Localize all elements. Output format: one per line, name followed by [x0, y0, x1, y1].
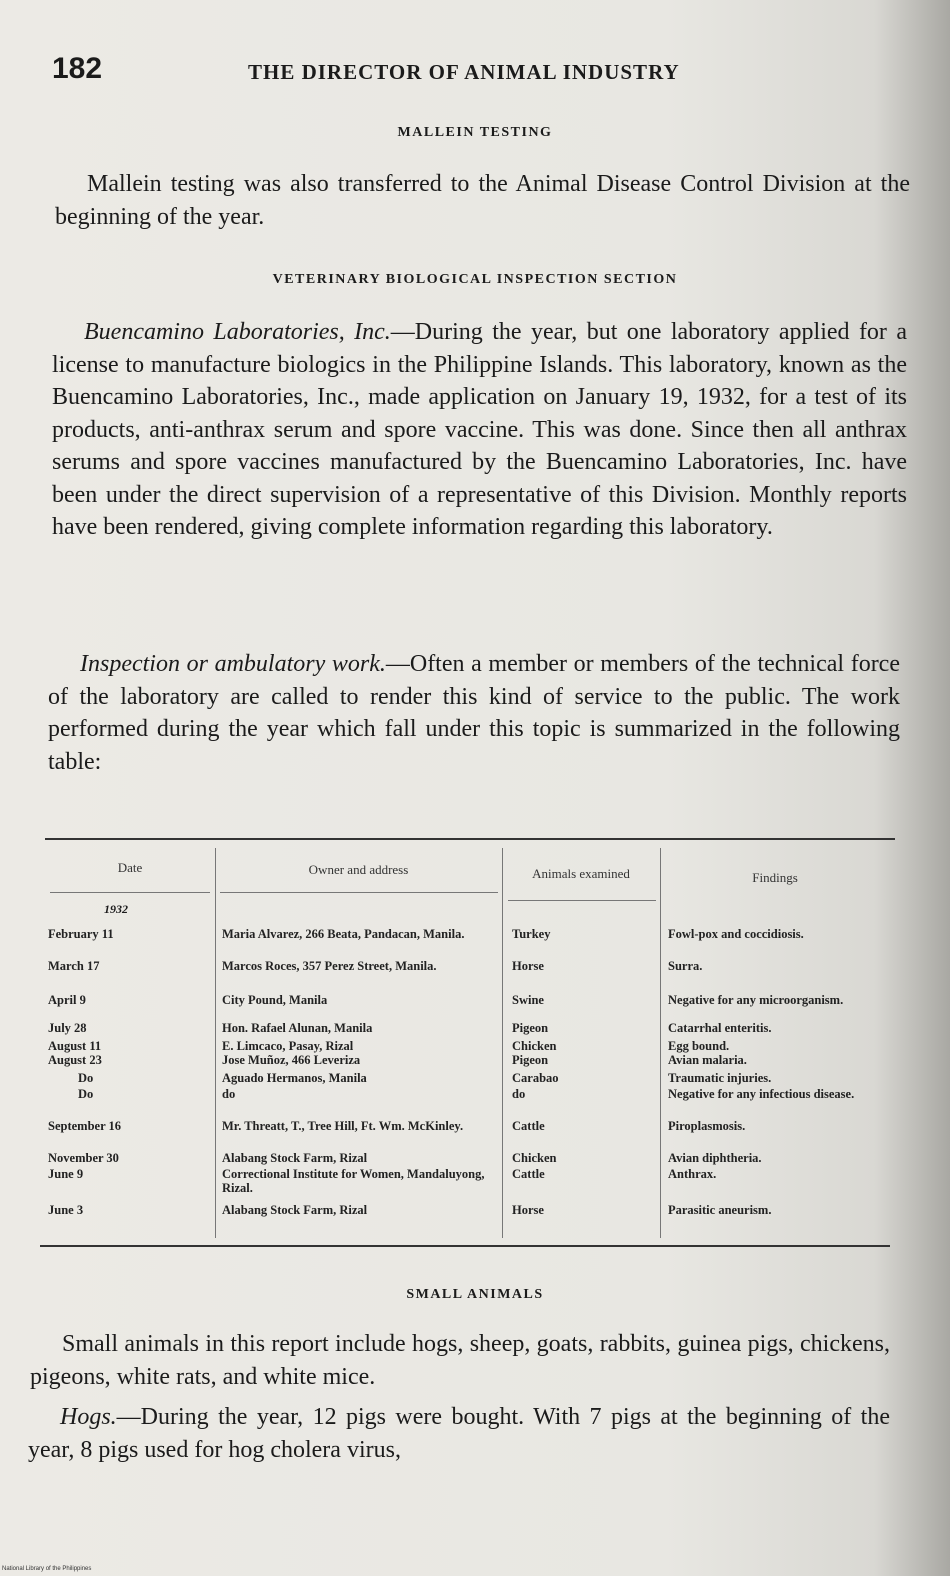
small-animals-paragraph-1: Small animals in this report include hogs, sheep, goats, rabbits, guinea pigs, chickens, pigeons, white rats, and white mice. [30, 1331, 890, 1390]
cell-animal: Chicken [512, 1151, 557, 1165]
cell-animal: Pigeon [512, 1021, 549, 1035]
cell-date: Do [78, 1071, 94, 1085]
cell-owner: Maria Alvarez, 266 Beata, Pandacan, Manila. [222, 927, 465, 941]
cell-date: March 17 [48, 959, 100, 973]
cell-finding: Egg bound. [668, 1039, 730, 1053]
cell-animal: Pigeon [512, 1053, 549, 1067]
cell-owner: Alabang Stock Farm, Rizal [222, 1151, 368, 1165]
cell-animal: Horse [512, 1203, 544, 1217]
table-bottom-rule [40, 1245, 890, 1247]
cell-finding: Parasitic aneurism. [668, 1203, 772, 1217]
cell-owner: Marcos Roces, 357 Perez Street, Manila. [222, 959, 437, 973]
cell-animal: Chicken [512, 1039, 557, 1053]
cell-animal: Cattle [512, 1119, 545, 1133]
cell-owner: City Pound, Manila [222, 993, 328, 1007]
running-head: THE DIRECTOR OF ANIMAL INDUSTRY [248, 60, 680, 84]
cell-animal: Cattle [512, 1167, 545, 1181]
cell-finding: Catarrhal enteritis. [668, 1021, 772, 1035]
small-animals-heading: SMALL ANIMALS [406, 1287, 544, 1302]
cell-owner: Aguado Hermanos, Manila [222, 1071, 367, 1085]
cell-date: August 11 [48, 1039, 102, 1053]
cell-finding: Fowl-pox and coccidiosis. [668, 927, 804, 941]
mallein-heading: MALLEIN TESTING [397, 125, 553, 140]
cell-animal: Swine [512, 993, 544, 1007]
cell-owner: Mr. Threatt, T., Tree Hill, Ft. Wm. McKinley. [222, 1119, 464, 1133]
page-number: 182 [52, 52, 103, 85]
hogs-text: —During the year, 12 pigs were bought. With 7 pigs at the beginning of the year, 8 pigs used for hog cholera virus, [28, 1404, 890, 1463]
mallein-paragraph: Mallein testing was also transferred to the Animal Disease Control Division at the beginning of the year. [55, 171, 910, 230]
vbis-heading: VETERINARY BIOLOGICAL INSPECTION SECTION [272, 272, 678, 287]
vbis-paragraph-2 [48, 648, 900, 778]
cell-finding: Anthrax. [668, 1167, 717, 1181]
cell-date: June 9 [48, 1167, 84, 1181]
vbis-p1-lead: Buencamino Laboratories, Inc. [84, 319, 391, 345]
cell-owner: E. Limcaco, Pasay, Rizal [222, 1039, 354, 1053]
cell-owner: Correctional Institute for Women, Mandaluyong, Rizal. [222, 1167, 485, 1195]
cell-date: February 11 [48, 927, 114, 941]
cell-owner: Hon. Rafael Alunan, Manila [222, 1021, 373, 1035]
cell-date: September 16 [48, 1119, 122, 1133]
cell-finding: Piroplasmosis. [668, 1119, 746, 1133]
cell-finding: Traumatic injuries. [668, 1071, 772, 1085]
cell-date: June 3 [48, 1203, 84, 1217]
table-year: 1932 [104, 902, 128, 916]
cell-owner: Alabang Stock Farm, Rizal [222, 1203, 368, 1217]
column-divider [502, 848, 503, 1238]
cell-owner: do [222, 1087, 236, 1101]
cell-date: April 9 [48, 993, 86, 1007]
column-divider [215, 848, 216, 1238]
vbis-p2-text: —Often a member or members of the technical force of the laboratory are called to render this kind of service to the public. The work performed during the year which fall under this topic is summarized in the following table: [48, 651, 900, 775]
cell-finding: Surra. [668, 959, 703, 973]
cell-date: August 23 [48, 1053, 102, 1067]
col-header-owner: Owner and address [308, 862, 409, 877]
cell-owner: Jose Muñoz, 466 Leveriza [222, 1053, 361, 1067]
col-header-date: Date [117, 860, 143, 875]
col-header-animals: Animals examined [532, 866, 630, 881]
vbis-paragraph-1 [52, 316, 907, 544]
cell-date: November 30 [48, 1151, 119, 1165]
hogs-lead: Hogs. [60, 1404, 117, 1430]
cell-finding: Negative for any microorganism. [668, 993, 844, 1007]
table-top-rule [45, 838, 895, 840]
cell-animal: Horse [512, 959, 544, 973]
footer-credit: National Library of the Philippines [2, 1566, 92, 1572]
cell-animal: do [512, 1087, 526, 1101]
header-underline [50, 892, 210, 893]
header-underline [220, 892, 498, 893]
vbis-p1-text: —During the year, but one laboratory applied for a license to manufacture biologics in the Philippine Islands. This laboratory, known as the Buencamino Laboratories, Inc., made application on January 19, 1932, for a test of its products, anti-anthrax serum and spore vaccine. This was done. Since then all anthrax serums and spore vaccines manufactured by the Buencamino Laboratories, Inc. have been under the direct supervision of a representative of this Division. Monthly reports have been rendered, giving complete information regarding this laboratory. [52, 319, 907, 540]
header-underline [508, 900, 656, 901]
cell-date: July 28 [48, 1021, 87, 1035]
cell-finding: Negative for any infectious disease. [668, 1087, 855, 1101]
cell-finding: Avian malaria. [668, 1053, 747, 1067]
cell-date: Do [78, 1087, 94, 1101]
column-divider [660, 848, 661, 1238]
cell-animal: Carabao [512, 1071, 559, 1085]
small-animals-paragraph-2 [28, 1401, 890, 1466]
cell-finding: Avian diphtheria. [668, 1151, 762, 1165]
vbis-p2-lead: Inspection or ambulatory work. [80, 651, 386, 677]
cell-animal: Turkey [512, 927, 551, 941]
col-header-findings: Findings [752, 870, 798, 885]
